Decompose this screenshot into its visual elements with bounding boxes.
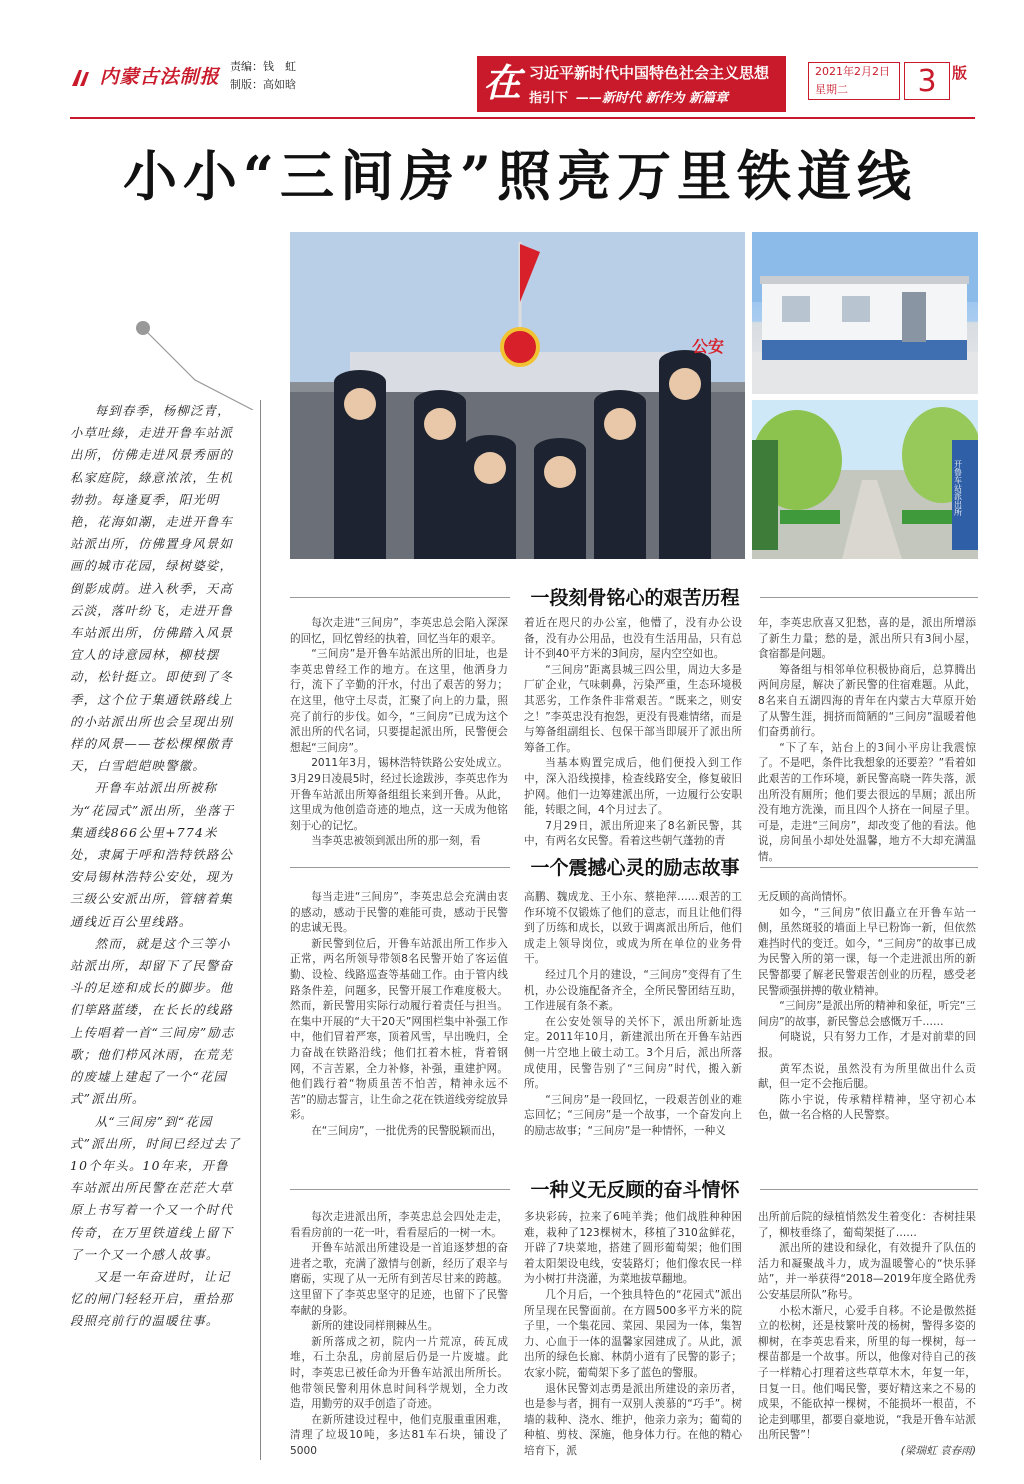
- paragraph: 每次走进“三间房”，李英忠总会陷入深深的回忆，回忆曾经的执着，回忆当年的艰辛。: [290, 617, 508, 645]
- section-rule: [290, 597, 510, 598]
- paragraph: 7月29日，派出所迎来了8名新民警，其中，有两名女民警。看着这些朝气蓬勃的青: [524, 819, 742, 848]
- sidebar-paragraph: 开鲁车站派出所被称为“花园式”派出所，坐落于集通线866公里+774米处，隶属于呼和浩特铁路公安局锡林浩特公安处，现为三级公安派出所，管辖着集通线近百公里线路。: [70, 780, 235, 929]
- police-group-illustration: [290, 232, 745, 559]
- banner-line2-sub: ——新时代 新作为 新篇章: [576, 91, 729, 106]
- sidebar-decor-line: [135, 320, 265, 410]
- sidebar-intro: [70, 400, 242, 1333]
- section2-column1: [290, 890, 508, 1140]
- page-headline: 小小“三间房”照亮万里铁道线: [122, 144, 918, 208]
- paragraph: 年，李英忠欣喜又犯愁，喜的是，派出所增添了新生力量；愁的是，派出所只有3间小屋，食宿都是问题。: [758, 617, 976, 661]
- paragraph: 开鲁车站派出所建设是一首追逐梦想的奋进者之歌，充满了激情与创新，经历了艰辛与磨砺，实现了从一无所有到苦尽甘来的跨越。这里留下了李英忠坚守的足迹，也留下了民警奉献的身影。: [290, 1242, 508, 1317]
- paragraph: 黄军杰说，虽然没有为所里做出什么贡献，但一定不会拖后腿。: [758, 1062, 976, 1091]
- paragraph: 退休民警刘志勇是派出所建设的亲历者，也是参与者，拥有一双别人羡慕的“巧手”。树墙的栽种、浇水、维护，他亲力亲为；葡萄的种植、剪枝、深施，他身体力行。在他的精心培育下，派: [524, 1382, 742, 1457]
- banner-zai: 在: [483, 60, 522, 105]
- paragraph: 2011年3月，锡林浩特铁路公安处成立。3月29日凌晨5时，经过长途跋涉，李英忠作为开鲁车站派出所筹备组组长来到开鲁。从此，这里成为他创造奇迹的地点，这一天成为他铭刻于心的记忆。: [290, 757, 508, 832]
- garden-photo: [752, 400, 978, 559]
- masthead-logo: [70, 62, 220, 92]
- section3-title: 一种义无反顾的奋斗情怀: [530, 1179, 740, 1201]
- section-rule: [760, 597, 978, 598]
- section3-column3: [758, 1210, 976, 1460]
- paragraph: 新民警到位后，开鲁车站派出所工作步入正常，两名所领导带领8名民警开始了客运值勤、设检、线路巡查等基础工作。由于管内线路条件差，问题多，民警开展工作难度极大。然而，新民警用实际行动履行着责任与担当。在集中开展的“大干20天”网围栏集中补强工作中，他们冒着严寒，顶着风雪，早出晚归，全力奋战在铁路沿线；他们扛着木桩，背着钢网，不言苦累，全力补修，补强，重建护网。他们践行着“物质虽苦不怕苦，精神永远不苦”的励志誓言，让生命之花在铁道线旁绽放异彩。: [290, 937, 508, 1122]
- paragraph: 何晓说，只有努力工作，才是对前辈的回报。: [758, 1031, 976, 1059]
- paragraph: 新所的建设同样荆棘丛生。: [311, 1320, 439, 1333]
- sidebar-paragraph: 又是一年奋进时，让记忆的闸门轻轻开启，重拾那段照亮前行的温暖往事。: [70, 1268, 234, 1329]
- section-rule: [760, 1189, 978, 1190]
- paragraph: 当基本购置完成后，他们便投入到工作中，深入沿线摸排，检查线路安全，修复破旧护网。他们一边筹建派出所，一边履行公安职能，转眼之间，4个月过去了。: [524, 757, 742, 817]
- theme-banner: [477, 56, 786, 112]
- section3-column2: [524, 1210, 742, 1460]
- section2-column3: [758, 890, 976, 1124]
- paragraph: 几个月后，一个独具特色的“花园式”派出所呈现在民警面前。在方圆500多平方米的院子里，一个集花园、菜园、果园为一体，集智力、心血于一体的温馨家园建成了。从此，派出所的绿色长廊、林荫小道有了民警的影子；农家小院，葡萄架下多了蓝色的警服。: [524, 1288, 742, 1379]
- paper-emblem-icon: [70, 68, 92, 88]
- paragraph: 出所前后院的绿植悄然发生着变化：杏树挂果了，柳枝垂绦了，葡萄架挺了……: [758, 1211, 976, 1239]
- editor-line: 责编：钱 虹: [230, 60, 296, 73]
- paragraph: 每次走进派出所，李英忠总会四处走走，看看房前的一花一叶，看看屋后的一树一木。: [290, 1211, 508, 1239]
- garden-illustration: [752, 400, 978, 559]
- paragraph: 派出所的建设和绿化，有效提升了队伍的活力和凝聚战斗力，成为温暖警心的“快乐驿站”，并一举获得“2018—2019年度全路优秀公安基层所队”称号。: [758, 1242, 976, 1301]
- paragraph: 如今，“三间房”依旧矗立在开鲁车站一侧，虽然斑驳的墙面上早已粉饰一新，但依然难挡时代的变迁。如今，“三间房”的故事已成为民警入所的第一课，每一个走进派出所的新民警都要了解老民警艰苦创业的历程，感受老民警顽强拼搏的敬业精神。: [758, 906, 976, 997]
- paragraph: 经过几个月的建设，“三间房”变得有了生机，办公设施配备齐全，全所民警团结互助，工作进展有条不紊。: [524, 968, 742, 1013]
- editor-credits: [230, 58, 296, 94]
- paragraph: “三间房”是一段回忆，一段艰苦创业的难忘回忆；“三间房”是一个故事，一个奋发向上的励志故事；“三间房”是一种情怀，一种义: [524, 1093, 742, 1137]
- section2-column2: [524, 890, 742, 1140]
- paragraph: 在公安处领导的关怀下，派出所新址选定。2011年10月，新建派出所在开鲁车站西侧一片空地上破土动工。3个月后，派出所落成使用，民警告别了“三间房”时代，搬入新所。: [524, 1015, 742, 1091]
- paragraph: 在新所建设过程中，他们克服重重困难，清理了垃圾10吨，多达81车石块，铺设了5000: [290, 1413, 508, 1457]
- three-rooms-photo: [752, 232, 978, 394]
- section-rule: [290, 867, 510, 868]
- header-rule: [70, 117, 975, 119]
- paragraph: 无反顾的高尚情怀。: [758, 891, 854, 903]
- section-rule: [290, 1189, 510, 1190]
- date-box: [808, 62, 900, 100]
- paragraph: 高鹏、魏成龙、王小东、蔡艳萍……艰苦的工作环境不仅锻炼了他们的意志，而且让他们得到了历练和成长，以致于调离派出所后，他们成走上领导岗位，或成为所在单位的业务骨干。: [524, 891, 742, 966]
- issue-weekday: 星期二: [815, 83, 848, 96]
- banner-line2: [529, 87, 728, 106]
- section1-column2: [524, 616, 742, 850]
- sidebar-paragraph: 每到春季，杨柳泛青，小草吐綠，走进开鲁车站派出所，仿佛走进风景秀丽的私家庭院，綠意浓浓，生机勃勃。每逢夏季，阳光明艳，花海如潮，走进开鲁车站派出所，仿佛置身风景如画的城市花园，绿树婆娑，倒影成荫。进入秋季，天高云淡，落叶纷飞，走进开鲁车站派出所，仿佛踏入风景宜人的诗意园林，柳枝摆动，松针挺立。即使到了冬季，这个位于集通铁路线上的小站派出所也会呈现出别样的风景——苍松棵棵傲青天，白雪皑皑映警徽。: [70, 403, 234, 774]
- page-label: 版: [952, 64, 968, 82]
- three-rooms-illustration: [752, 232, 978, 394]
- paragraph: 筹备组与相邻单位积极协商后，总算腾出两间房屋，解决了新民警的住宿难题。从此，8名来自五湖四海的青年在内蒙古大草原开始了从警生涯，拥挤而简陋的“三间房”温暖着他们奋勇前行。: [758, 663, 976, 739]
- column-divider: [260, 400, 261, 1460]
- issue-date: 2021年2月2日: [815, 65, 890, 78]
- station-plaque-text: 开鲁车站派出所: [953, 460, 963, 516]
- section1-column3: [758, 616, 976, 866]
- paper-name: 内蒙古法制报: [99, 66, 220, 88]
- paragraph: 当李英忠被领到派出所的那一刻，看: [311, 835, 481, 848]
- paragraph: 陈小宇说，传承精样精神，坚守初心本色，做一名合格的人民警察。: [758, 1093, 976, 1122]
- paragraph: 新所落成之初，院内一片荒凉，砖瓦成堆，石土杂乱，房前屋后仍是一片废墟。此时，李英忠已被任命为开鲁车站派出所所长。他带领民警利用休息时间科学规划，全力改造，用勤劳的双手创造了奇迹。: [290, 1335, 508, 1411]
- banner-line2-lead: 指引下: [529, 91, 569, 106]
- sidebar-paragraph: 然而，就是这个三等小站派出所，却留下了民警奋斗的足迹和成长的脚步。他们筚路蓝缕，在长长的线路上传唱着一首“三间房”励志歌；他们栉风沐雨，在荒芜的废墟上建起了一个“花园式”派出所。: [70, 935, 235, 1107]
- paragraph: “三间房”是开鲁车站派出所的旧址，也是李英忠曾经工作的地方。在这里，他洒身力行，流下了辛勤的汗水，付出了艰苦的努力；在这里，他守土尽责，汇聚了向上的力量，照亮了前行的步伐。如今，“三间房”已成为这个派出所的代名词，只要提起派出所，民警便会想起“三间房”。: [290, 648, 508, 754]
- paragraph: “下了车，站台上的3间小平房让我震惊了。不是吧，条件比我想象的还要差？”看着如此艰苦的工作环境，新民警高晓一阵失落，派出所没有厕所；他们要去很远的旱厕；派出所没有地方洗澡，而且四个人挤在一间屋子里。可是，走进“三间房”，却改变了他的看法。他说，房间虽小却处处温馨，地方不大却充满温情。: [758, 741, 976, 863]
- banner-line1: 习近平新时代中国特色社会主义思想: [529, 64, 770, 82]
- station-sign-text: 公安: [692, 337, 725, 356]
- police-group-photo: [290, 232, 745, 559]
- section2-title: 一个震撼心灵的励志故事: [530, 857, 740, 879]
- page-number: 3: [904, 62, 950, 100]
- section-rule: [760, 867, 978, 868]
- paragraph: “三间房”是派出所的精神和象征，听完“三间房”的故事，新民警总会感慨万千……: [758, 1000, 976, 1028]
- section1-column1: [290, 616, 508, 850]
- section3-column1: [290, 1210, 508, 1460]
- paragraph: 在“三间房”，一批优秀的民警脱颖而出，: [311, 1124, 503, 1137]
- sidebar-paragraph: 从“三间房”到“花园式”派出所，时间已经过去了10个年头。10年来，开鲁车站派出所民警在茫茫大草原上书写着一个又一个时代传奇，在万里铁道线上留下了一个又一个感人故事。: [70, 1113, 241, 1262]
- paragraph: 着近在咫尺的办公室，他懵了，没有办公设备，没有办公用品，也没有生活用品，只有总计不到40平方米的3间房，屋内空空如也。: [524, 617, 742, 661]
- author-signature: (梁瑞虹 袁春雨): [900, 1444, 976, 1457]
- paragraph: 每当走进“三间房”，李英忠总会充满由衷的感动，感动于民警的难能可贵，感动于民警的忠诚无畏。: [290, 891, 508, 935]
- section1-title: 一段刻骨铭心的艰苦历程: [530, 587, 740, 609]
- paragraph: 小松木渐尺，心爱手自移。不论是傲然挺立的松树，还是枝繁叶茂的杨树，警得多姿的柳树，在李英忠看来，所里的每一棵树，每一棵苗都是一个故事。所以，他像对待自己的孩子一样精心打理着这些草草木木，年复一年，日复一日。他们喝民警，要好精这来之不易的成果，不能砍掉一棵树，不能损坏一根苗，不论走到哪里，都要自豪地说，“我是开鲁车站派出所民警”！: [758, 1304, 976, 1442]
- paragraph: 多块彩砖，拉来了6吨羊粪；他们战胜种种困难，栽种了123棵树木，移植了310盆鲜花，开辟了7块菜地，搭建了圆形葡萄架；他们围着太阳架设电线，安装路灯；他们像农民一样为小树打井浇灌，为菜地拔草翻地。: [524, 1211, 742, 1286]
- producer-line: 制版：高如晗: [230, 78, 296, 91]
- paragraph: “三间房”距离县城三四公里，周边大多是厂矿企业，气味刺鼻，污染严重，生态环境极其恶劣，工作条件非常艰苦。“既来之，则安之！”李英忠没有抱怨，更没有畏难情绪，而是与筹备组副组长、包保干部当即展开了派出所筹备工作。: [524, 663, 742, 754]
